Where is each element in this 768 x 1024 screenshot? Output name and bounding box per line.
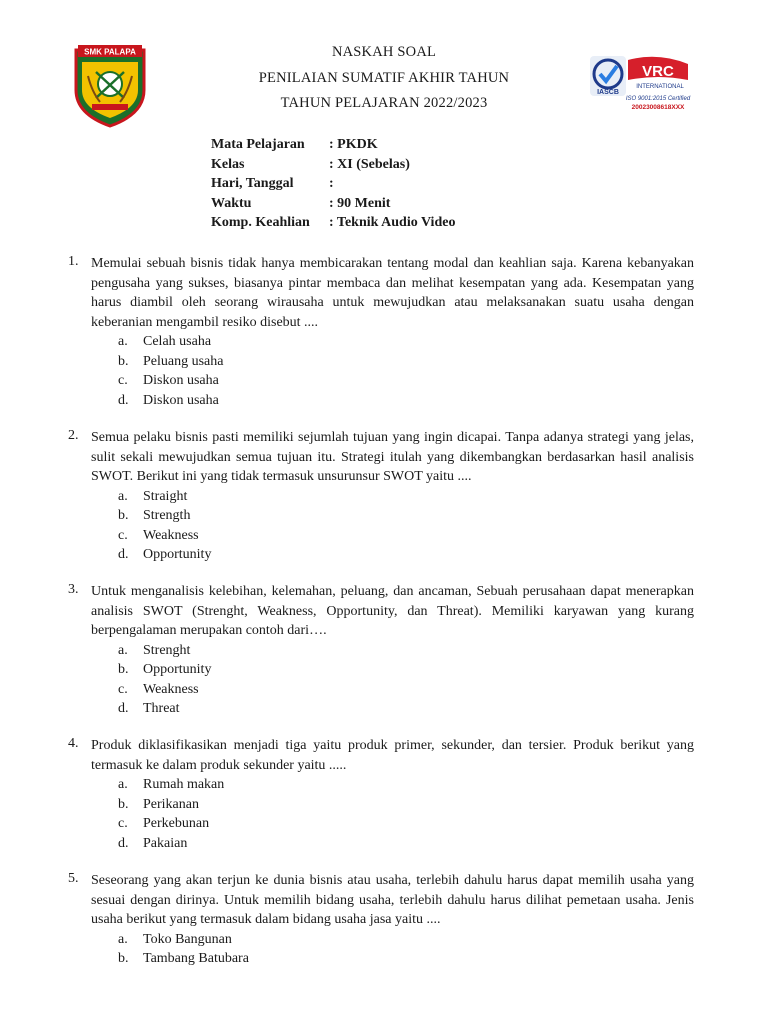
option-letter: a. [118, 488, 128, 504]
option-letter: a. [118, 642, 128, 658]
question-text: Memulai sebuah bisnis tidak hanya membicarakan tentang modal dan keahlian saja. Karena kebanyakan pengusaha yang sukses, biasanya pintar membaca dan melihat kesempatan yang ada. Kesempatan yang harus diambil oleh seorang wirausaha untuk mewujudkan atau melaksanakan suatu usaha dengan keberanian mengambil resiko disebut .... [91, 256, 694, 330]
option-text: Rumah makan [143, 777, 225, 792]
option [118, 526, 694, 546]
option-letter: a. [118, 777, 128, 792]
option-letter: b. [118, 796, 129, 812]
option-text: Weakness [143, 527, 199, 543]
option-text: Celah usaha [143, 334, 212, 349]
options [118, 487, 694, 565]
question-3 [68, 582, 694, 719]
option [118, 352, 694, 372]
info-row [211, 215, 455, 235]
options [118, 332, 694, 410]
info-label: Komp. Keahlian [211, 215, 310, 230]
option [118, 795, 694, 815]
option [118, 487, 694, 507]
question-1 [68, 254, 694, 410]
option [118, 775, 694, 795]
option-letter: b. [118, 508, 129, 523]
option-letter: d. [118, 835, 129, 851]
info-label: Kelas [211, 156, 245, 172]
cert-number: 20023008618XXX [631, 104, 685, 111]
option-text: Opportunity [143, 662, 212, 677]
option-text: Pakaian [143, 835, 188, 851]
option [118, 834, 694, 854]
option [118, 332, 694, 352]
option-letter: a. [118, 334, 128, 349]
option-letter: d. [118, 392, 129, 408]
option-text: Strength [143, 508, 191, 523]
question-number: 4. [68, 736, 79, 751]
question-text: Untuk menganalisis kelebihan, kelemahan, peluang, dan ancaman, Sebuah perusahaan dapat menerapkan analisis SWOT (Strenght, Weakness, Opportunity, dan Threat). Memiliki karyawan yang kurang berpengalaman merupakan contoh dari…. [91, 584, 694, 638]
option [118, 930, 694, 950]
option [118, 506, 694, 526]
option [118, 680, 694, 700]
option-text: Toko Bangunan [143, 931, 232, 947]
doc-title: NASKAH SOAL [331, 44, 437, 60]
option [118, 371, 694, 391]
school-year: TAHUN PELAJARAN 2022/2023 [280, 95, 488, 111]
option [118, 391, 694, 411]
logo-text: SMK PALAPA [84, 47, 136, 57]
question-number: 2. [68, 428, 79, 443]
question-text: Seseorang yang akan terjun ke dunia bisnis atau usaha, terlebih dahulu harus dapat memilih usaha yang sesuai dengan dirinya. Untuk memilih bidang usaha, terlebih dahulu harus dilihat pemetaan usaha. Jenis usaha berikut yang termasuk dalam bidang usaha jasa yaitu .... [91, 873, 694, 927]
option-text: Threat [143, 701, 180, 716]
question-text: Semua pelaku bisnis pasti memiliki sejumlah tujuan yang ingin dicapai. Tanpa adanya strategi yang jelas, sulit sekali mewujudkan semua tujuan itu. Strategi itulah yang dikembangkan berdasarkan hasil analisis SWOT. Berikut ini yang tidak termasuk unsurunsur SWOT yaitu .... [91, 430, 694, 484]
info-row [211, 196, 455, 216]
question-4 [68, 736, 694, 853]
info-value: : Teknik Audio Video [329, 215, 456, 230]
question-text: Produk diklasifikasikan menjadi tiga yaitu produk primer, sekunder, dan tersier. Produk berikut yang termasuk ke dalam produk sekunder yaitu ..... [91, 738, 694, 773]
option-letter: b. [118, 951, 129, 966]
question-number: 3. [68, 582, 79, 597]
options [118, 930, 694, 969]
option-text: Perikanan [143, 796, 199, 812]
info-label: Waktu [211, 195, 252, 211]
option-text: Diskon usaha [143, 392, 219, 408]
option-letter: b. [118, 662, 129, 677]
option-text: Straight [143, 488, 188, 504]
option [118, 699, 694, 719]
info-row [211, 137, 455, 157]
question-2 [68, 428, 694, 565]
option-letter: d. [118, 547, 129, 562]
info-value: : [329, 176, 334, 191]
question-number: 5. [68, 871, 79, 886]
option-letter: a. [118, 931, 128, 947]
info-value: : 90 Menit [329, 195, 391, 211]
question-5 [68, 871, 694, 969]
iascb-label: IASCB [597, 89, 619, 96]
option-letter: d. [118, 701, 129, 716]
option [118, 545, 694, 565]
exam-info [211, 137, 455, 235]
iso-label: ISO 9001:2015 Certified [625, 96, 691, 102]
option-letter: b. [118, 353, 129, 369]
option-letter: c. [118, 816, 128, 831]
option-text: Strenght [143, 642, 191, 658]
option [118, 641, 694, 661]
exam-title: PENILAIAN SUMATIF AKHIR TAHUN [258, 70, 510, 86]
option-text: Weakness [143, 681, 199, 697]
option [118, 660, 694, 680]
info-label: Mata Pelajaran [211, 137, 305, 152]
option-letter: c. [118, 527, 128, 543]
options [118, 641, 694, 719]
option-text: Diskon usaha [143, 373, 219, 388]
options [118, 775, 694, 853]
option-text: Tambang Batubara [143, 951, 249, 966]
option [118, 949, 694, 969]
question-number: 1. [68, 254, 79, 269]
info-value: : PKDK [329, 137, 378, 152]
option [118, 814, 694, 834]
vrc-label: VRC [642, 63, 674, 80]
option-text: Perkebunan [143, 816, 210, 831]
info-row [211, 157, 455, 177]
info-row [211, 176, 455, 196]
option-letter: c. [118, 681, 128, 697]
option-letter: c. [118, 373, 128, 388]
option-text: Opportunity [143, 547, 212, 562]
option-text: Peluang usaha [143, 353, 224, 369]
international-label: INTERNATIONAL [636, 84, 684, 90]
info-label: Hari, Tanggal [211, 176, 294, 191]
info-value: : XI (Sebelas) [329, 156, 410, 172]
